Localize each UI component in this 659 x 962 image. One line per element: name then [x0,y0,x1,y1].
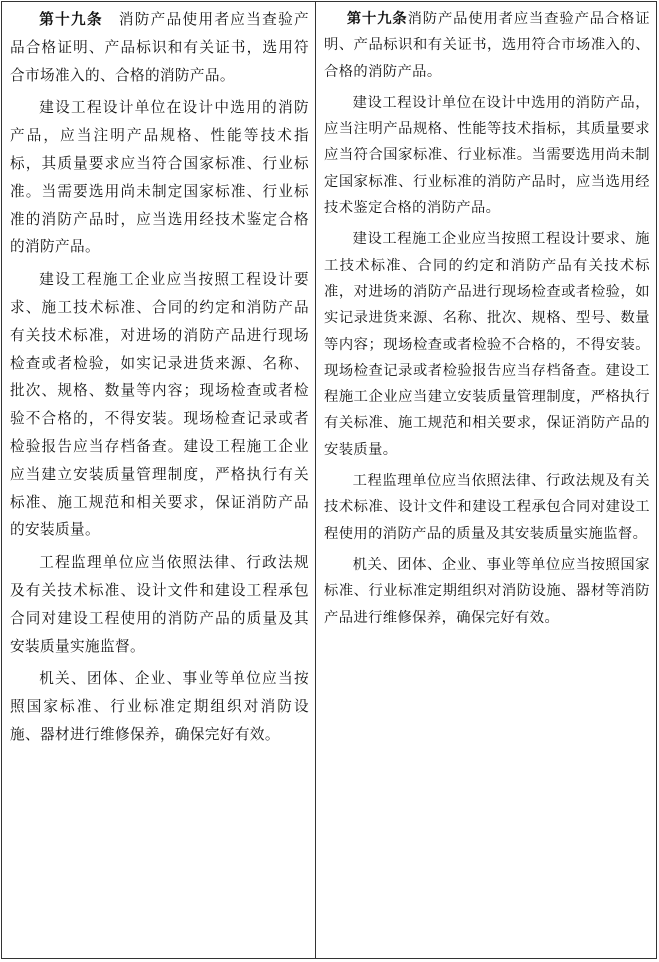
comparison-table [1,1,657,959]
paragraph: 机关、团体、企业、事业等单位应当按照国家标准、行业标准定期组织对消防设施、器材进行维修保养，确保完好有效。 [10,670,309,743]
article-paragraph [10,6,309,89]
paragraph: 建设工程施工企业应当按照工程设计要求、施工技术标准、合同的约定和消防产品有关技术标准，对进场的消防产品进行现场检查或者检验，如实记录进货来源、名称、批次、规格、型号、数量等内容；现场检查或者检验不合格的，不得安装。现场检查记录或者检验报告应当存档备查。建设工程施工企业应当建立安装质量管理制度，严格执行有关标准、施工规范和相关要求，保证消防产品的安装质量。 [324,231,650,458]
paragraph: 工程监理单位应当依照法律、行政法规及有关技术标准、设计文件和建设工程承包合同对建设工程使用的消防产品的质量及其安装质量实施监督。 [324,473,650,542]
paragraph: 建设工程设计单位在设计中选用的消防产品，应当注明产品规格、性能等技术指标，其质量要求应当符合国家标准、行业标准。当需要选用尚未制定国家标准、行业标准的消防产品时，应当选用经技术鉴定合格的消防产品。 [324,94,650,217]
left-column [2,2,316,958]
article-paragraph [324,6,650,85]
paragraph-text: 消防产品使用者应当查验产品合格证明、产品标识和有关证书，选用符合市场准入的、合格的消防产品。 [324,11,650,80]
right-column [316,2,656,958]
paragraph: 建设工程施工企业应当按照工程设计要求、施工技术标准、合同的约定和消防产品有关技术标准，对进场的消防产品进行现场检查或者检验，如实记录进货来源、名称、批次、规格、数量等内容；现场检查或者检验不合格的，不得安装。现场检查记录或者检验报告应当存档备查。建设工程施工企业应当建立安装质量管理制度，严格执行有关标准、施工规范和相关要求，保证消防产品的安装质量。 [10,271,309,539]
paragraph-text: 消防产品使用者应当查验产品合格证明、产品标识和有关证书，选用符合市场准入的、合格的消防产品。 [10,11,309,84]
article-number: 第十九条 [346,11,408,27]
paragraph: 建设工程设计单位在设计中选用的消防产品，应当注明产品规格、性能等技术指标，其质量要求应当符合国家标准、行业标准。当需要选用尚未制定国家标准、行业标准的消防产品时，应当选用经技术鉴定合格的消防产品。 [10,99,309,256]
article-number: 第十九条 [39,11,103,28]
paragraph: 机关、团体、企业、事业等单位应当按照国家标准、行业标准定期组织对消防设施、器材等消防产品进行维修保养，确保完好有效。 [324,556,650,626]
paragraph: 工程监理单位应当依照法律、行政法规及有关技术标准、设计文件和建设工程承包合同对建设工程使用的消防产品的质量及其安装质量实施监督。 [10,554,309,655]
